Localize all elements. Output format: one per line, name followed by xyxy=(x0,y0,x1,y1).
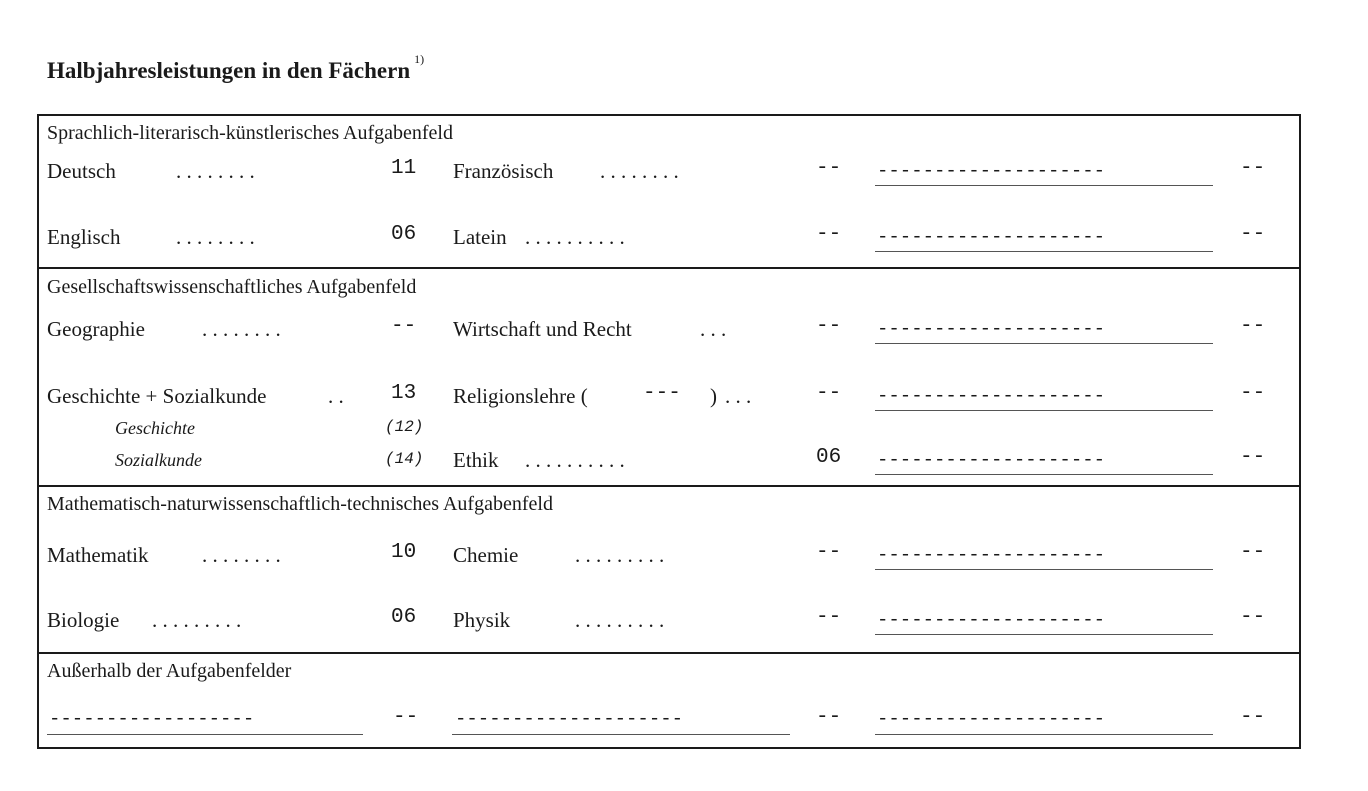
subject-label-franzoesisch: Französisch xyxy=(453,159,554,183)
sub-label-sozialkunde: Sozialkunde xyxy=(115,450,202,470)
section-divider xyxy=(37,652,1299,654)
section-divider xyxy=(37,485,1299,487)
blank-underline xyxy=(452,734,790,735)
leader-dots: . . . . . . . . . xyxy=(152,608,242,632)
section-heading-social: Gesellschaftswissenschaftliches Aufgabenfeld xyxy=(47,276,417,298)
extra-latein: -- xyxy=(1240,223,1266,246)
blank-underline xyxy=(875,410,1213,411)
section-heading-outside: Außerhalb der Aufgabenfelder xyxy=(47,660,292,682)
grade-outside-3: -- xyxy=(1240,706,1266,729)
extra-physik: -- xyxy=(1240,606,1266,629)
blank-field-outside-1: ------------------ xyxy=(49,708,255,730)
grade-sozialkunde: (14) xyxy=(385,450,424,468)
page-title: Halbjahresleistungen in den Fächern $^{1)}$ xyxy=(47,52,425,83)
blank-underline xyxy=(875,343,1213,344)
blank-underline xyxy=(875,251,1213,252)
grade-franzoesisch: -- xyxy=(816,157,842,180)
leader-dots: . . . . . . . . xyxy=(600,159,679,183)
section-heading-science: Mathematisch-naturwissenschaftlich-technisches Aufgabenfeld xyxy=(47,493,553,515)
blank-field: -------------------- xyxy=(877,226,1106,248)
leader-dots: . . . . . . . . xyxy=(202,317,281,341)
subject-label-wirtschaft: Wirtschaft und Recht xyxy=(453,317,632,341)
leader-dots: . . . . . . . . xyxy=(202,543,281,567)
leader-dots: . . . . . . . . xyxy=(176,159,255,183)
leader-dots: . . . . . . . . . . xyxy=(525,225,625,249)
leader-dots: . . . . . . . . . xyxy=(575,608,665,632)
subject-label-geographie: Geographie xyxy=(47,317,145,341)
title-footnote: 1) xyxy=(414,52,425,67)
blank-underline xyxy=(875,569,1213,570)
leader-dots: . . . xyxy=(725,384,752,408)
grade-mathematik: 10 xyxy=(391,541,417,564)
blank-underline xyxy=(875,734,1213,735)
blank-field: -------------------- xyxy=(877,318,1106,340)
grade-wirtschaft: -- xyxy=(816,315,842,338)
subject-label-ethik: Ethik xyxy=(453,448,499,472)
blank-underline xyxy=(875,474,1213,475)
section-divider xyxy=(37,267,1299,269)
subject-label-latein: Latein xyxy=(453,225,507,249)
grade-englisch: 06 xyxy=(391,223,417,246)
subject-label-mathematik: Mathematik xyxy=(47,543,149,567)
blank-field: -------------------- xyxy=(877,385,1106,407)
subject-label-englisch: Englisch xyxy=(47,225,121,249)
extra-ethik: -- xyxy=(1240,446,1266,469)
grade-geschichte: (12) xyxy=(385,418,424,436)
grade-geschichte-sozialkunde: 13 xyxy=(391,382,417,405)
subject-label-physik: Physik xyxy=(453,608,511,632)
subject-label-geschichte-sozialkunde: Geschichte + Sozialkunde xyxy=(47,384,267,408)
grade-outside-1: -- xyxy=(393,706,419,729)
blank-underline xyxy=(875,185,1213,186)
leader-dots: . . . xyxy=(700,317,727,341)
subject-label-biologie: Biologie xyxy=(47,608,120,632)
grade-latein: -- xyxy=(816,223,842,246)
extra-franzoesisch: -- xyxy=(1240,157,1266,180)
grade-deutsch: 11 xyxy=(391,157,417,180)
leader-dots: . . . . . . . . . xyxy=(575,543,665,567)
blank-underline xyxy=(47,734,363,735)
blank-underline xyxy=(875,634,1213,635)
leader-dots: . . xyxy=(328,384,344,408)
leader-dots: . . . . . . . . . . xyxy=(525,448,625,472)
grade-biologie: 06 xyxy=(391,606,417,629)
blank-field-outside-3: -------------------- xyxy=(877,708,1106,730)
grade-geographie: -- xyxy=(391,315,417,338)
leader-dots: . . . . . . . . xyxy=(176,225,255,249)
blank-field: -------------------- xyxy=(877,160,1106,182)
grade-religion: -- xyxy=(816,382,842,405)
blank-field: -------------------- xyxy=(877,544,1106,566)
grade-ethik: 06 xyxy=(816,446,842,469)
blank-field-outside-2: -------------------- xyxy=(455,708,684,730)
extra-wirtschaft: -- xyxy=(1240,315,1266,338)
blank-field: -------------------- xyxy=(877,609,1106,631)
section-heading-language: Sprachlich-literarisch-künstlerisches Aufgabenfeld xyxy=(47,122,453,144)
subject-label-religion: Religionslehre ( xyxy=(453,384,588,408)
blank-field: -------------------- xyxy=(877,449,1106,471)
religion-denomination: --- xyxy=(643,382,681,405)
grade-chemie: -- xyxy=(816,541,842,564)
religion-close-paren: ) xyxy=(710,384,717,408)
subject-label-deutsch: Deutsch xyxy=(47,159,116,183)
sub-label-geschichte: Geschichte xyxy=(115,418,195,438)
grade-physik: -- xyxy=(816,606,842,629)
extra-chemie: -- xyxy=(1240,541,1266,564)
extra-religion: -- xyxy=(1240,382,1266,405)
subject-label-chemie: Chemie xyxy=(453,543,519,567)
grade-outside-2: -- xyxy=(816,706,842,729)
